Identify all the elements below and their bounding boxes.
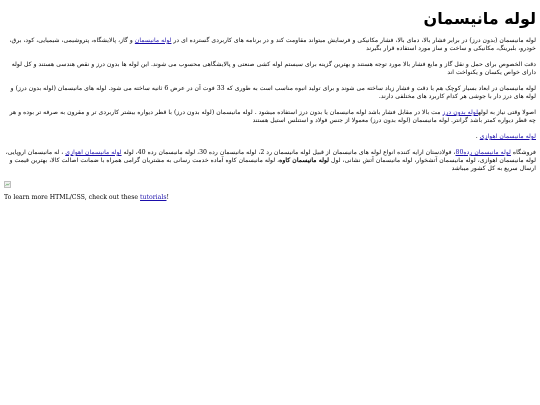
paragraph-2: دقت الخصوص برای حمل و نقل گاز و مایع فشار بالا مورد توجه هستند و بهترین گزینه برای سیستم لوله کشی صنعتی و پالایشگاهی محسوب می شوند. این لوله ها بدون درز و نقص هندسی هستند و کل لوله دارای خواص یکسان و یکنواخت اند: [11, 61, 536, 76]
tutorials-link[interactable]: tutorials: [140, 194, 167, 201]
paragraph-6: [4, 149, 536, 173]
paragraph-4: [4, 109, 536, 125]
seamless-pipe-link[interactable]: لوله بدون درز: [442, 109, 479, 116]
text: فروشگاه: [510, 149, 536, 156]
text: ، له مانیسمان اروپایی، لوله مانیسمان اهوازی، لوله مانیسمان آتشخوار، لوله مانیسمان آتش نشانی، لول: [5, 149, 536, 164]
page-content: [0, 0, 540, 173]
paragraph-5: [4, 133, 536, 141]
text: و گاز، پالایشگاه، پتروشیمی، شیمیایی، کود، برق، خودرو، بلبرینگ، مکانیکی و ساخت و ساز مورد استفاده قرار بگیرند: [9, 37, 536, 52]
intro-paragraph: [4, 37, 536, 53]
footer-note: [0, 194, 540, 201]
broken-image-icon: [4, 181, 11, 188]
ahvazi-pipe-link-2[interactable]: لوله مانیسمان اهوازی: [65, 149, 122, 156]
text: To learn more HTML/CSS, check out these: [4, 194, 141, 201]
kaveh-pipe-bold: لوله مانیسمان کاوه: [279, 157, 330, 164]
text: ، لوله مانیسمان کاوه آماده خدمت رسانی به مشتریان گرامی همراه با ضمانت اصالت کالا، بهترین قیمت و ارسال سریع به کل کشور میباشد: [9, 157, 536, 172]
page-title: لوله مانیسمان: [423, 9, 536, 28]
text: .: [475, 133, 480, 140]
text: اصولا وقتی نیاز به لوله: [478, 109, 536, 116]
text: !: [166, 194, 169, 201]
text: ، فولادستان ارایه کننده انواع لوله های مانیسمان از قبیل لوله مانیسمان رد 2، لوله مانیسمان رده 30، لوله مانیسمان رده 40، لوله: [121, 149, 456, 156]
grade80-pipe-link[interactable]: لوله مانیسمان رده80: [455, 149, 511, 156]
text: مت بالا در مقابل فشار باشد لوله مانیسمان یا بدون درز استفاده میشود . لوله مانیسمان (لوله بدون درز) با قطر دیواره بیشتر کاربردی تر و مقرون به صرفه تر بوده و هر چه قطر دیواره کمتر باشد گرانتر. لوله مانیسمان (لوله بدون درز) معمولا از جنس فولاد و استنلس استیل هستند: [9, 109, 536, 124]
paragraph-3: لوله مانیسمان در ابعاد بسیار کوچک هم با دقت و فشار زیاد ساخته می شوند و برای تولید انبوه مناسب است به طوری که 33 فوت آن در عرض 6 ثانیه ساخته می شود. لوله های مانیسمان (لوله بدون درز) و لوله های درز دار با جوشی هر کدام کاربرد های مختلفی دارند.: [10, 85, 536, 100]
ahvazi-pipe-link[interactable]: لوله مانیسمان اهوازی: [479, 133, 536, 140]
text: لوله مانیسمان (بدون درز) در برابر فشار بالا، دمای بالا، فشار مکانیکی و فرسایش میتواند مقاومت کند و در برنامه های کاربردی گسترده ای در: [171, 37, 536, 44]
pipe-link[interactable]: لوله مانیسمان: [134, 37, 172, 44]
